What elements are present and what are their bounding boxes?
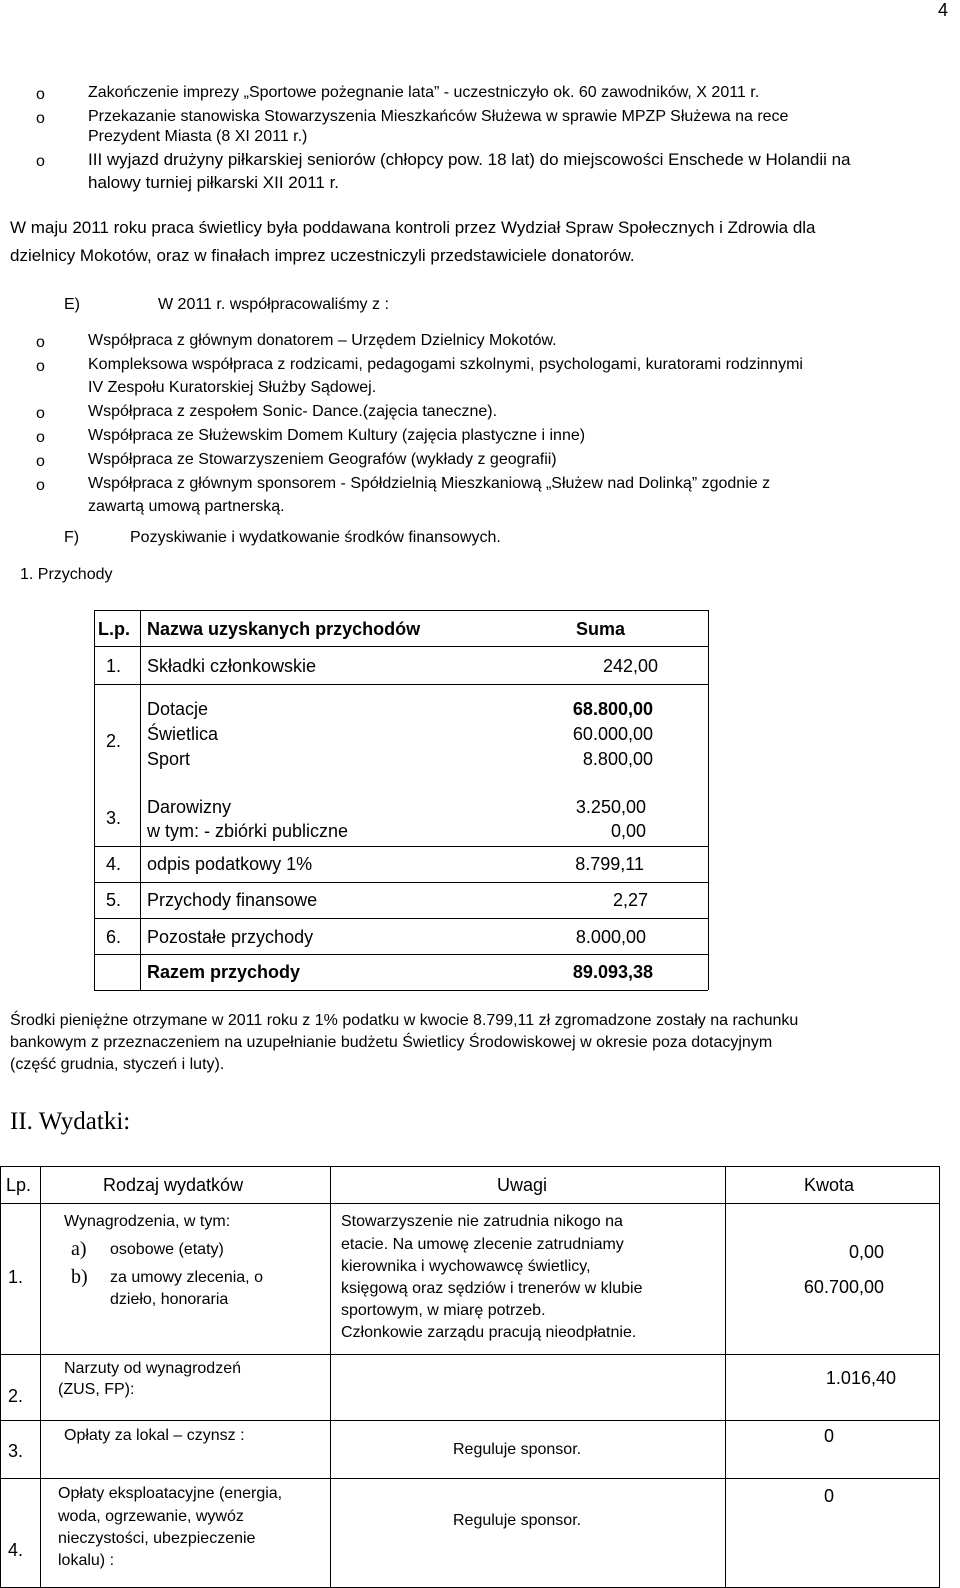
bullet-marker: o [36, 405, 45, 422]
expense-sub-text: dzieło, honoraria [110, 1291, 229, 1308]
expense-row-lp: 4. [8, 1540, 24, 1560]
expense-type-line: woda, ogrzewanie, wywóz [58, 1508, 244, 1525]
income-row-name: Sport [147, 749, 191, 769]
list-item: Współpraca ze Służewskim Domem Kultury (zajęcia plastyczne i inne) [88, 427, 586, 444]
expense-notes-line: kierownika i wychowawcę świetlicy, [341, 1258, 591, 1275]
income-row-lp: 4. [106, 854, 122, 874]
bullet-marker: o [36, 429, 45, 446]
expense-amount: 1.016,40 [825, 1368, 896, 1388]
expense-type-line: nieczystości, ubezpieczenie [58, 1530, 256, 1547]
expense-notes-line: Członkowie zarządu pracują nieodpłatnie. [341, 1324, 637, 1341]
bullet-marker: o [36, 477, 45, 494]
list-item-continuation: zawartą umową partnerską. [88, 498, 285, 515]
expense-notes-line: Stowarzyszenie nie zatrudnia nikogo na [341, 1213, 623, 1230]
section-e-title: W 2011 r. współpracowaliśmy z : [158, 296, 389, 313]
list-item-continuation: halowy turniej piłkarski XII 2011 r. [88, 173, 340, 192]
income-row-name: Dotacje [147, 699, 209, 719]
expense-notes: Reguluje sponsor. [453, 1512, 582, 1529]
bullet-marker: o [36, 334, 45, 351]
expense-sub-marker: a) [71, 1238, 87, 1260]
income-row-name: Przychody finansowe [147, 890, 318, 910]
expense-notes-line: etacie. Na umowę zlecenie zatrudniamy [341, 1236, 624, 1253]
income-row-value: 8.800,00 [582, 749, 653, 769]
paragraph-line: Środki pieniężne otrzymane w 2011 roku z 1% podatku w kwocie 8.799,11 zł zgromadzone zostały na rachunku [10, 1012, 799, 1029]
list-item-continuation: IV Zespołu Kuratorskiej Służby Sądowej. [88, 379, 377, 396]
income-row-value: 0,00 [610, 821, 646, 841]
expense-type-line: Opłaty za lokal – czynsz : [64, 1427, 245, 1444]
expense-type-line: (ZUS, FP): [58, 1381, 135, 1398]
expense-sub-text: osobowe (etaty) [110, 1241, 224, 1258]
paragraph-line: dzielnicy Mokotów, oraz w finałach imprez uczestniczyli przedstawiciele donatorów. [10, 246, 635, 265]
income-row-value: 8.799,11 [575, 854, 644, 874]
expense-notes: Reguluje sponsor. [453, 1441, 582, 1458]
income-header-lp: L.p. [98, 619, 130, 639]
income-row-lp: 5. [106, 890, 122, 910]
income-row-lp: 1. [106, 656, 122, 676]
income-row-name: Składki członkowskie [147, 656, 317, 676]
list-item: Współpraca z zespołem Sonic- Dance.(zajęcia taneczne). [88, 403, 498, 420]
income-row-value: 60.000,00 [572, 724, 653, 744]
expense-sub-text: za umowy zlecenia, o [110, 1269, 263, 1286]
expense-type-line: Opłaty eksploatacyjne (energia, [58, 1485, 283, 1502]
income-row-lp: 3. [106, 808, 122, 828]
expense-header-lp: Lp. [6, 1175, 32, 1195]
section-e-letter: E) [64, 296, 80, 313]
list-item: Współpraca z głównym sponsorem - Spółdzielnią Mieszkaniową „Służew nad Dolinką” zgodnie z [88, 475, 771, 492]
expense-amount: 0,00 [848, 1242, 884, 1262]
income-total-label: Razem przychody [147, 962, 301, 982]
expense-header-type: Rodzaj wydatków [103, 1175, 244, 1195]
expenses-heading: II. Wydatki: [10, 1108, 131, 1135]
income-row-value: 68.800,00 [572, 699, 653, 719]
page-number: 4 [937, 0, 948, 20]
expense-notes-line: sportowym, w miarę potrzeb. [341, 1302, 546, 1319]
income-row-value: 242,00 [602, 656, 658, 676]
list-item: III wyjazd drużyny piłkarskiej seniorów (chłopcy pow. 18 lat) do miejscowości Enschede w Holandii na [88, 150, 851, 169]
list-item: Zakończenie imprezy „Sportowe pożegnanie lata” - uczestniczyło ok. 60 zawodników, X 2011 r. [88, 84, 760, 101]
expense-row-lp: 2. [8, 1386, 24, 1406]
bullet-marker: o [36, 153, 45, 170]
paragraph-line: bankowym z przeznaczeniem na uzupełnianie budżetu Świetlicy Środowiskowej w okresie poza dotacyjnym [10, 1034, 773, 1051]
expense-row-lp: 3. [8, 1441, 24, 1461]
income-row-lp: 2. [106, 731, 122, 751]
expense-amount: 0 [824, 1486, 835, 1506]
income-heading: 1. Przychody [20, 566, 113, 583]
income-row-lp: 6. [106, 927, 122, 947]
income-row-value: 8.000,00 [575, 927, 646, 947]
expense-header-notes: Uwagi [497, 1175, 548, 1195]
income-row-name: Świetlica [147, 724, 219, 744]
list-item: Przekazanie stanowiska Stowarzyszenia Mieszkańców Służewa w sprawie MPZP Służewa na rece [88, 108, 789, 125]
list-item: Współpraca ze Stowarzyszeniem Geografów (wykłady z geografii) [88, 451, 557, 468]
income-row-name: Darowizny [147, 797, 232, 817]
expense-amount: 0 [824, 1426, 835, 1446]
expense-row-lp: 1. [8, 1267, 24, 1287]
expense-row-title: Wynagrodzenia, w tym: [64, 1213, 231, 1230]
income-row-value: 3.250,00 [575, 797, 646, 817]
bullet-marker: o [36, 358, 45, 375]
expense-header-amount: Kwota [804, 1175, 855, 1195]
expense-notes-line: księgową oraz sędziów i trenerów w klubie [341, 1280, 643, 1297]
bullet-marker: o [36, 453, 45, 470]
paragraph-line: (część grudnia, styczeń i luty). [10, 1056, 225, 1073]
section-f-title: Pozyskiwanie i wydatkowanie środków finansowych. [130, 529, 501, 546]
income-header-name: Nazwa uzyskanych przychodów [147, 619, 421, 639]
section-f-letter: F) [64, 529, 80, 546]
income-row-value: 2,27 [612, 890, 648, 910]
list-item-continuation: Prezydent Miasta (8 XI 2011 r.) [88, 128, 308, 145]
list-item: Kompleksowa współpraca z rodzicami, pedagogami szkolnymi, psychologami, kuratorami rodzinnymi [88, 356, 803, 373]
paragraph-line: W maju 2011 roku praca świetlicy była poddawana kontroli przez Wydział Spraw Społecznych i Zdrowia dla [10, 218, 816, 237]
bullet-marker: o [36, 110, 45, 127]
list-item: Współpraca z głównym donatorem – Urzędem Dzielnicy Mokotów. [88, 332, 557, 349]
income-header-sum: Suma [576, 619, 626, 639]
income-row-name: w tym: - zbiórki publiczne [147, 821, 349, 841]
expense-amount: 60.700,00 [803, 1277, 884, 1297]
expense-type-line: Narzuty od wynagrodzeń [64, 1360, 241, 1377]
bullet-marker: o [36, 86, 45, 103]
income-row-name: odpis podatkowy 1% [147, 854, 313, 874]
expense-sub-marker: b) [71, 1266, 88, 1288]
income-row-name: Pozostałe przychody [147, 927, 314, 947]
income-total-value: 89.093,38 [572, 962, 653, 982]
expense-type-line: lokalu) : [58, 1552, 115, 1569]
